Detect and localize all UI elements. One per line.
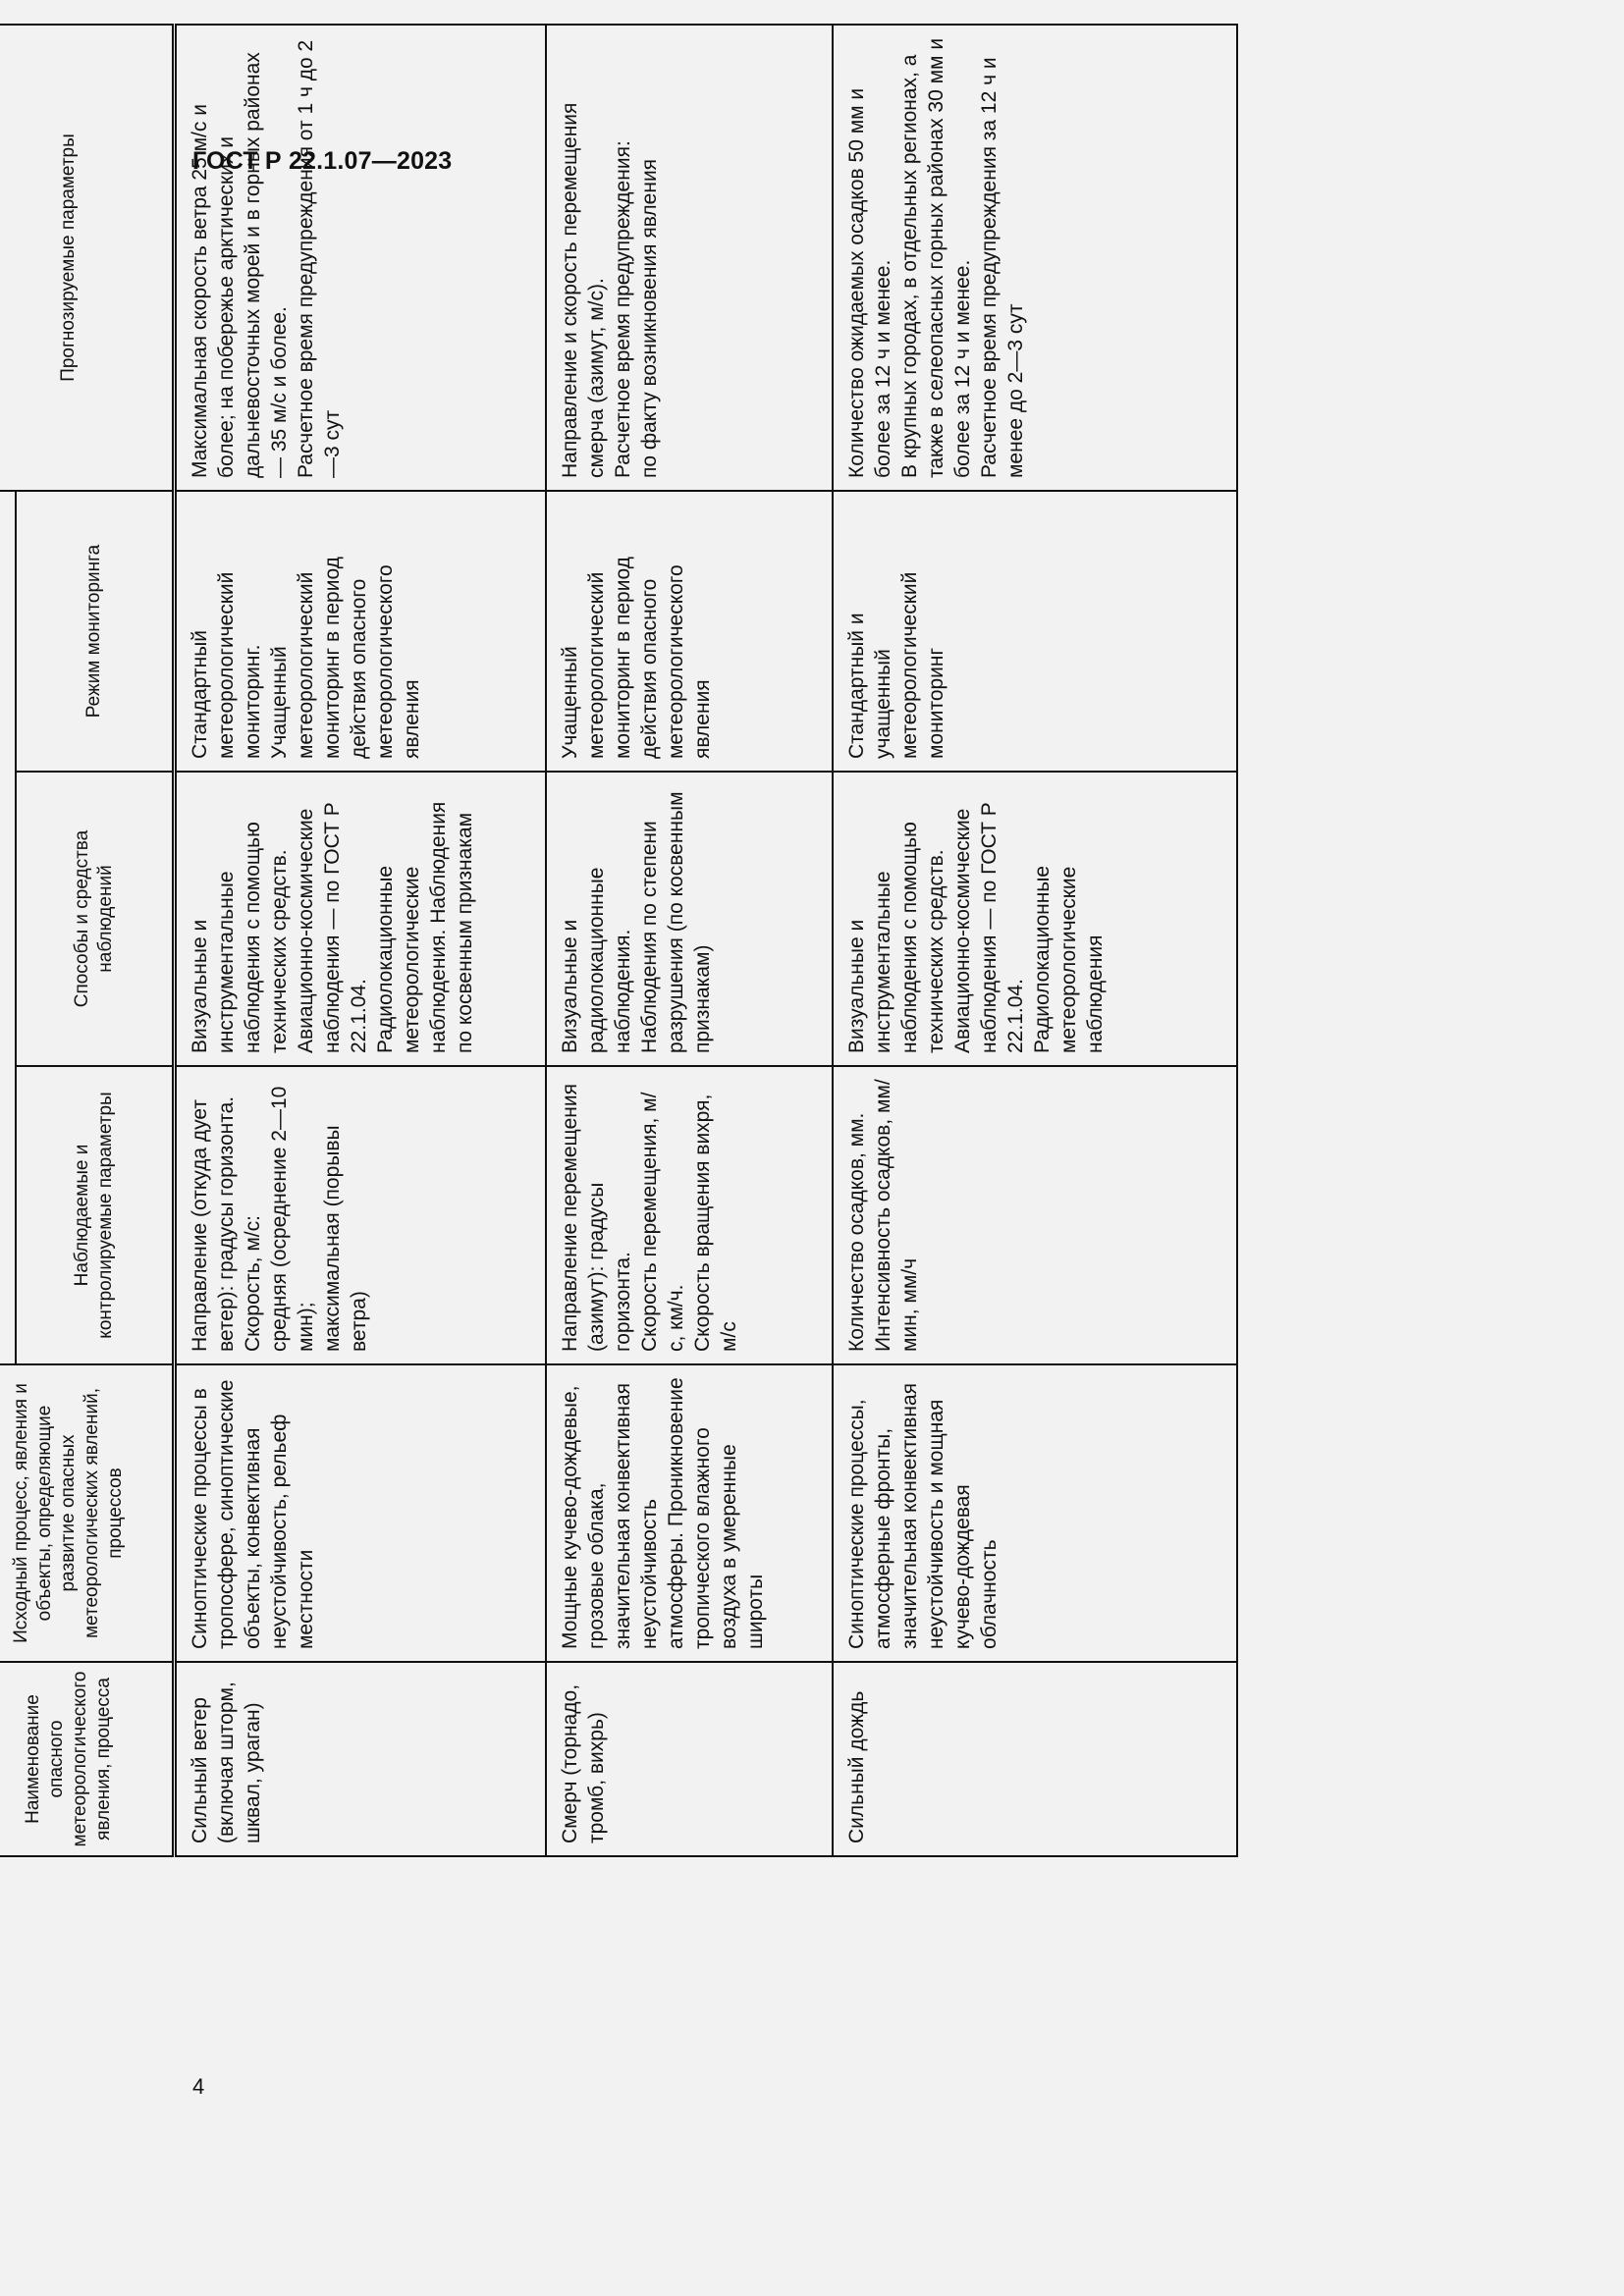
cell-mode: Стандартный и учащенный метеорологический мониторинг <box>833 491 1237 772</box>
table-row <box>833 25 1237 1856</box>
cell-forecast: Количество ожидаемых осадков 50 мм и более за 12 ч и менее. В крупных городах, в отдельных регионах, а также в селеопасных горных районах 30 мм и более за 12 ч и менее. Расчетное время предупреждения за 12 ч и менее до 2—3 сут <box>833 25 1237 491</box>
cell-methods: Визуальные и инструментальные наблюдения с помощью технических средств. Авиационно-космические наблюдения — по ГОСТ Р 22.1.04. Радиолокационные метеорологические наблюдения <box>833 772 1237 1066</box>
table-row <box>546 25 833 1856</box>
cell-observed: Направление (откуда дует ветер): градусы горизонта. Скорость, м/с: средняя (осреднение 2—10 мин); максимальная (порывы ветра) <box>175 1066 547 1364</box>
document-standard-header: ГОСТ Р 22.1.07—2023 <box>192 147 453 175</box>
header-name: Наименование опасного метеорологического явления, процесса <box>0 1662 175 1856</box>
table-header-row <box>0 25 16 1856</box>
cell-methods: Визуальные и инструментальные наблюдения с помощью технических средств. Авиационно-космические наблюдения — по ГОСТ Р 22.1.04. Радиолокационные метеорологические наблюдения. Наблюдения по косвенным признакам <box>175 772 547 1066</box>
cell-name: Сильный дождь <box>833 1662 1237 1856</box>
header-mode: Режим мониторинга <box>16 491 175 772</box>
table-row <box>175 25 547 1856</box>
header-monitoring <box>0 491 16 1364</box>
cell-source: Мощные кучево-дождевые, грозовые облака, значительная конвективная неустойчивость атмосферы. Проникновение тропического влажного воздуха в умеренные широты <box>546 1364 833 1662</box>
cell-forecast: Направление и скорость перемещения смерча (азимут, м/с). Расчетное время предупреждения: по факту возникновения явления <box>546 25 833 491</box>
cell-source: Синоптические процессы в тропосфере, синоптические объекты, конвективная неустойчивость, рельеф местности <box>175 1364 547 1662</box>
page-number: 4 <box>192 2074 205 2099</box>
cell-name: Сильный ветер (включая шторм, шквал, ураган) <box>175 1662 547 1856</box>
cell-observed: Количество осадков, мм. Интенсивность осадков, мм/мин, мм/ч <box>833 1066 1237 1364</box>
cell-forecast: Максимальная скорость ветра 25 м/с и более; на побережье арктических и дальневосточных морей и в горных районах — 35 м/с и более. Расчетное время предупреждения от 1 ч до 2—3 сут <box>175 25 547 491</box>
cell-methods: Визуальные и радиолокационные наблюдения. Наблюдения по степени разрушения (по косвенным признакам) <box>546 772 833 1066</box>
rotated-table-frame <box>0 26 1220 1857</box>
cell-mode: Стандартный метеорологический мониторинг. Учащенный метеорологический мониторинг в период действия опасного метеорологического явления <box>175 491 547 772</box>
monitoring-parameters-table <box>0 24 1238 1857</box>
cell-observed: Направление перемещения (азимут): градусы горизонта. Скорость перемещения, м/с, км/ч. Скорость вращения вихря, м/с <box>546 1066 833 1364</box>
cell-mode: Учащенный метеорологический мониторинг в период действия опасного метеорологического явления <box>546 491 833 772</box>
cell-name: Смерч (торнадо, тромб, вихрь) <box>546 1662 833 1856</box>
header-methods: Способы и средства наблюдений <box>16 772 175 1066</box>
header-source: Исходный процесс, явления и объекты, определяющие развитие опасных метеорологических явлений, процессов <box>0 1364 175 1662</box>
cell-source: Синоптические процессы, атмосферные фронты, значительная конвективная неустойчивость и мощная кучево-дождевая облачность <box>833 1364 1237 1662</box>
header-observed: Наблюдаемые и контролируемые параметры <box>16 1066 175 1364</box>
header-forecast: Прогнозируемые параметры <box>0 25 175 491</box>
